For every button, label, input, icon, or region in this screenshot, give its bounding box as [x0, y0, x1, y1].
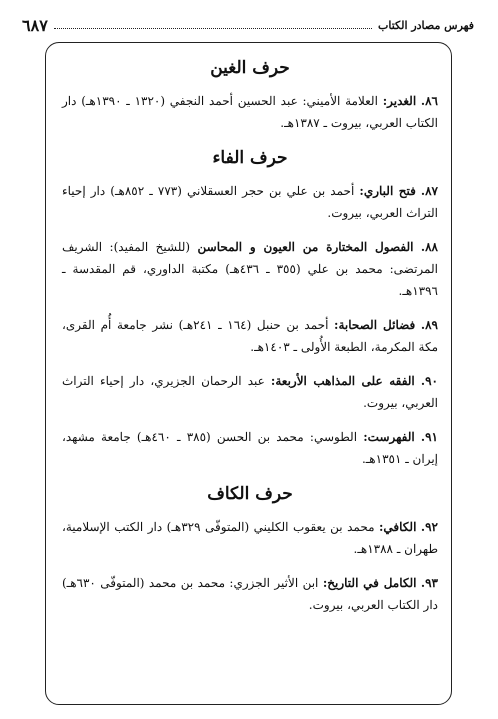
- section-fa: [62, 146, 438, 470]
- section-kaf: [62, 482, 438, 616]
- bibliography-entry: [62, 180, 438, 224]
- entry-details: أحمد بن حنبل (١٦٤ ـ ٢٤١هـ) نشر جامعة أُم القرى، مكة المكرمة، الطبعة الأُولى ـ ١٤٠٣هـ.: [62, 318, 438, 354]
- entry-title: الغدير:: [382, 94, 417, 108]
- section-title: حرف الغين: [210, 58, 290, 78]
- entry-details: عبد الرحمان الجزيري، دار إحياء التراث العربي، بيروت.: [62, 374, 438, 410]
- entry-details: أحمد بن علي بن حجر العسقلاني (٧٧٣ ـ ٨٥٢هـ) دار إحياء التراث العربي، بيروت.: [62, 184, 438, 220]
- section-ghayn: [62, 56, 438, 134]
- running-title: فهرس مصادر الكتاب: [378, 18, 474, 32]
- bibliography-entry: [62, 426, 438, 470]
- entry-details: العلامة الأميني: عبد الحسين أحمد النجفي (١٣٢٠ ـ ١٣٩٠هـ) دار الكتاب العربي، بيروت ـ ١٣٨٧هـ.: [62, 94, 438, 130]
- bibliography-list: [62, 56, 438, 628]
- entry-details: الطوسي: محمد بن الحسن (٣٨٥ ـ ٤٦٠هـ) جامعة مشهد، إيران ـ ١٣٥١هـ.: [62, 430, 438, 466]
- entry-number: ٨٨.: [420, 240, 438, 254]
- entry-title: الفصول المختارة من العيون و المحاسن: [197, 240, 414, 254]
- entry-number: ٩٠.: [420, 374, 438, 388]
- entry-title: فتح الباري:: [359, 184, 416, 198]
- entry-number: ٨٩.: [420, 318, 438, 332]
- entry-number: ٩٣.: [420, 576, 438, 590]
- bibliography-entry: [62, 516, 438, 560]
- bibliography-entry: [62, 314, 438, 358]
- entry-number: ٨٦.: [420, 94, 438, 108]
- entry-title: الكامل في التاريخ:: [322, 576, 417, 590]
- bibliography-entry: [62, 236, 438, 302]
- section-title: حرف الفاء: [212, 148, 288, 168]
- entry-title: الفهرست:: [363, 430, 415, 444]
- entry-details: محمد بن يعقوب الكليني (المتوفّى ٣٢٩هـ) دار الكتب الإسلامية، طهران ـ ١٣٨٨هـ.: [62, 520, 438, 556]
- entry-details: (للشيخ المفيد): الشريف المرتضى: محمد بن علي (٣٥٥ ـ ٤٣٦هـ) مكتبة الداوري، قم المقدسة ـ ١٣٩٦هـ.: [62, 240, 438, 298]
- bibliography-entry: [62, 572, 438, 616]
- entry-number: ٩١.: [420, 430, 438, 444]
- page-header: [22, 14, 474, 36]
- section-title: حرف الكاف: [207, 484, 293, 504]
- entry-title: الكافي:: [378, 520, 417, 534]
- bibliography-entry: [62, 370, 438, 414]
- entry-title: فضائل الصحابة:: [334, 318, 416, 332]
- entry-number: ٩٢.: [420, 520, 438, 534]
- page-number: ٦٨٧: [22, 15, 48, 35]
- entry-details: ابن الأثير الجزري: محمد بن محمد (المتوفّى ٦٣٠هـ) دار الكتاب العربي، بيروت.: [62, 576, 438, 612]
- bibliography-entry: [62, 90, 438, 134]
- entry-title: الفقه على المذاهب الأربعة:: [270, 374, 415, 388]
- header-dotted-leader: [54, 28, 372, 29]
- entry-number: ٨٧.: [420, 184, 438, 198]
